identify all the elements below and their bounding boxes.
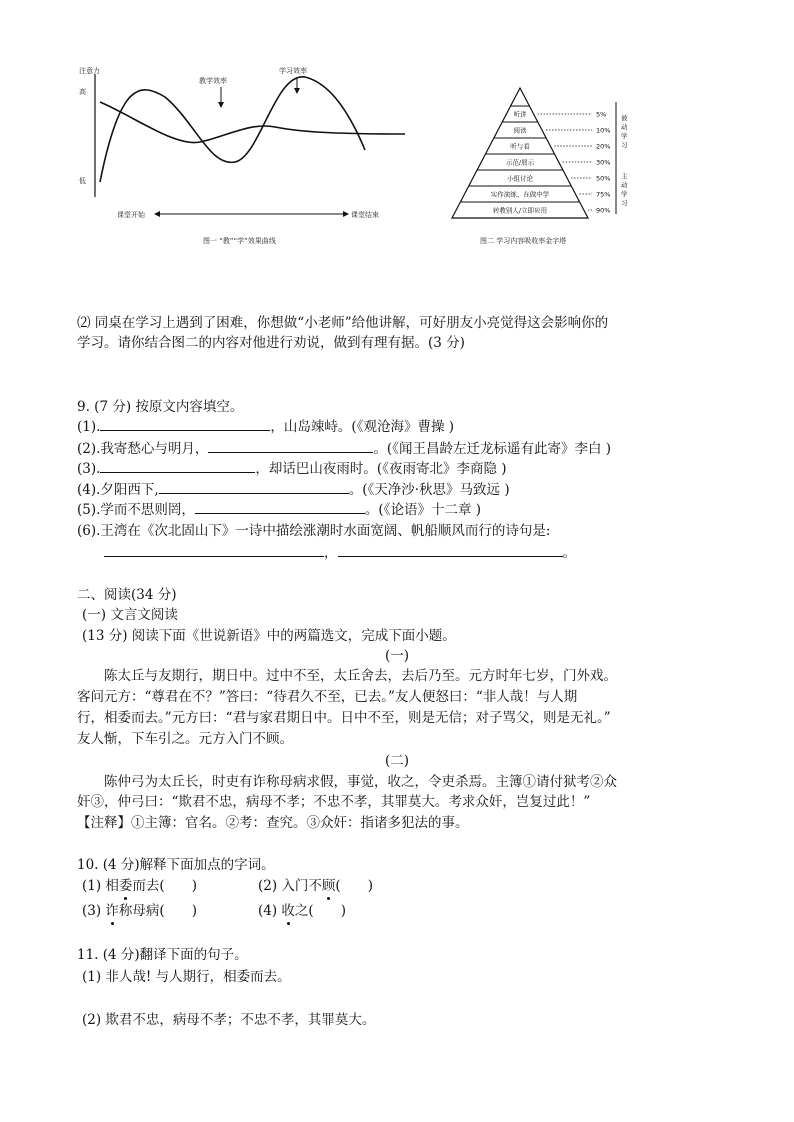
reading-heading: 二、阅读(34 分) bbox=[77, 587, 177, 603]
reading-intro: (13 分) 阅读下面《世说新语》中的两篇选文，完成下面小题。 bbox=[82, 628, 456, 644]
passive-learning-label: 学 bbox=[621, 132, 628, 140]
passage2-line1: 陈仲弓为太丘长，时吏有诈称母病求假，事觉，收之，令吏杀焉。主簿①请付狱考②众 bbox=[104, 774, 617, 790]
end-label: 课堂结束 bbox=[351, 211, 379, 219]
active-learning-label: 学 bbox=[621, 190, 628, 198]
pyramid-level-pct: 5% bbox=[596, 110, 607, 119]
dotted-char: 顾 bbox=[321, 878, 336, 894]
pyramid-level-pct: 20% bbox=[596, 142, 611, 151]
pyramid-level-pct: 30% bbox=[596, 158, 611, 167]
pyramid-level-label: 小组讨论 bbox=[507, 174, 533, 183]
passage-notes: 【注释】①主簿：官名。②考：查究。③众奸：指诸多犯法的事。 bbox=[77, 815, 469, 831]
passive-learning-label: 被 bbox=[621, 114, 628, 122]
pyramid-level-pct: 90% bbox=[596, 206, 611, 215]
q10-title: 10. (4 分)解释下面加点的字词。 bbox=[77, 857, 275, 873]
passage1-line4: 友人惭，下车引之。元方入门不顾。 bbox=[77, 731, 293, 747]
q9-item3: (3). ，却话巴山夜雨时。(《夜雨寄北》李商隐 ) bbox=[77, 461, 507, 477]
answer-blank[interactable] bbox=[338, 544, 563, 557]
pyramid-level-label: 示范/展示 bbox=[505, 158, 535, 167]
passage2-line2: 奸③，仲弓曰：“欺君不忠，病母不孝；不忠不孝，其罪莫大。考求众奸，岂复过此！” bbox=[77, 794, 591, 810]
pyramid-outline bbox=[452, 88, 588, 218]
reading-subheading: (一) 文言文阅读 bbox=[82, 607, 178, 623]
passage2-number: (二) bbox=[385, 753, 410, 769]
high-label: 高 bbox=[79, 88, 86, 96]
attention-curve-svg bbox=[75, 62, 415, 252]
start-label: 课堂开始 bbox=[117, 211, 145, 219]
pyramid-level-pct: 75% bbox=[596, 190, 611, 199]
q11-title: 11. (4 分)翻译下面的句子。 bbox=[77, 947, 248, 963]
dotted-char: 收 bbox=[281, 903, 295, 919]
q11-sentence1: (1) 非人哉! 与人期行，相委而去。 bbox=[82, 969, 291, 985]
q10-item3: (3) 诈称母病( ) bbox=[82, 903, 197, 919]
pyramid-level-label: 阅读 bbox=[513, 126, 527, 135]
answer-blank[interactable] bbox=[195, 501, 365, 514]
q9-item6-blanks: ， 。 bbox=[104, 544, 576, 562]
pyramid-level-label: 转教别人/立即应用 bbox=[492, 206, 548, 215]
q9-item5: (5).学而不思则罔， 。(《论语》十二章 ) bbox=[77, 502, 481, 518]
teach-arrow-head bbox=[218, 102, 224, 108]
q9-item4: (4).夕阳西下, 。(《天净沙·秋思》马致远 ) bbox=[77, 482, 510, 498]
passage1-line2: 客问元方：“尊君在不？”答曰：“待君久不至，已去。”友人便怒曰：“非人哉！与人期 bbox=[77, 689, 578, 705]
low-label: 低 bbox=[79, 177, 86, 185]
q9-item6: (6).王湾在《次北固山下》一诗中描绘涨潮时水面宽阔、帆船顺风而行的诗句是: bbox=[77, 523, 551, 539]
q8-2-line2: 学习。请你结合图二的内容对他进行劝说，做到有理有据。(3 分) bbox=[77, 335, 465, 351]
q9-item1: (1). ，山岛竦峙。(《观沧海》曹操 ) bbox=[77, 419, 454, 435]
answer-blank[interactable] bbox=[100, 418, 270, 431]
q11-sentence2: (2) 欺君不忠，病母不孝；不忠不孝，其罪莫大。 bbox=[82, 1012, 376, 1028]
pyramid-level-label: 听讲 bbox=[513, 110, 527, 119]
q9-title: 9. (7 分) 按原文内容填空。 bbox=[77, 399, 244, 415]
active-learning-label: 习 bbox=[621, 199, 628, 207]
learn-arrow-head bbox=[294, 88, 300, 94]
pyramid-level-pct: 50% bbox=[596, 174, 611, 183]
passive-learning-label: 动 bbox=[621, 123, 628, 131]
fig1-caption: 图一 “教”“学”效果曲线 bbox=[203, 237, 276, 245]
q9-item2: (2).我寄愁心与明月， 。(《闻王昌龄左迁龙标遥有此寄》李白 ) bbox=[77, 441, 611, 457]
answer-blank[interactable] bbox=[100, 460, 255, 473]
teaching-efficiency-curve bbox=[100, 77, 365, 182]
pyramid-level-label: 实作演练、在做中学 bbox=[490, 190, 550, 199]
answer-blank[interactable] bbox=[208, 440, 373, 453]
dotted-char: 诈 bbox=[105, 903, 119, 919]
learn-label: 学习效率 bbox=[279, 67, 307, 75]
q10-item1: (1) 相委而去( ) bbox=[82, 878, 197, 894]
pyramid-level-label: 听与看 bbox=[510, 142, 530, 151]
answer-blank[interactable] bbox=[159, 481, 349, 494]
teach-label: 教学效率 bbox=[199, 77, 227, 85]
active-learning-label: 动 bbox=[621, 181, 628, 189]
dotted-char: 委 bbox=[118, 878, 133, 894]
pyramid-level-pct: 10% bbox=[596, 126, 611, 135]
pyramid-svg bbox=[440, 82, 650, 222]
answer-blank[interactable] bbox=[104, 544, 324, 557]
passive-learning-label: 习 bbox=[621, 141, 628, 149]
y-axis-label: 注意力 bbox=[79, 67, 100, 75]
q8-2-line1: ⑵ 同桌在学习上遇到了困难，你想做“小老师”给他讲解，可好朋友小亮觉得这会影响你的 bbox=[77, 315, 609, 331]
figure-attention-curves bbox=[75, 62, 415, 252]
q10-item2: (2) 入门不顾( ) bbox=[258, 878, 373, 894]
active-learning-label: 主 bbox=[621, 172, 628, 180]
x-arrow-left bbox=[154, 211, 160, 217]
fig2-caption: 图二 学习内容吸收率金字塔 bbox=[480, 237, 567, 245]
passage1-number: (一) bbox=[385, 648, 410, 664]
q10-item4: (4) 收之( ) bbox=[258, 903, 346, 919]
figure-learning-pyramid bbox=[440, 82, 650, 252]
passage1-line3: 行，相委而去。”元方曰：“君与家君期日中。日中不至，则是无信；对子骂父，则是无礼。” bbox=[77, 710, 611, 726]
passage1-line1: 陈太丘与友期行，期日中。过中不至，太丘舍去，去后乃至。元方时年七岁，门外戏。 bbox=[104, 668, 617, 684]
x-arrow-right bbox=[343, 211, 349, 217]
